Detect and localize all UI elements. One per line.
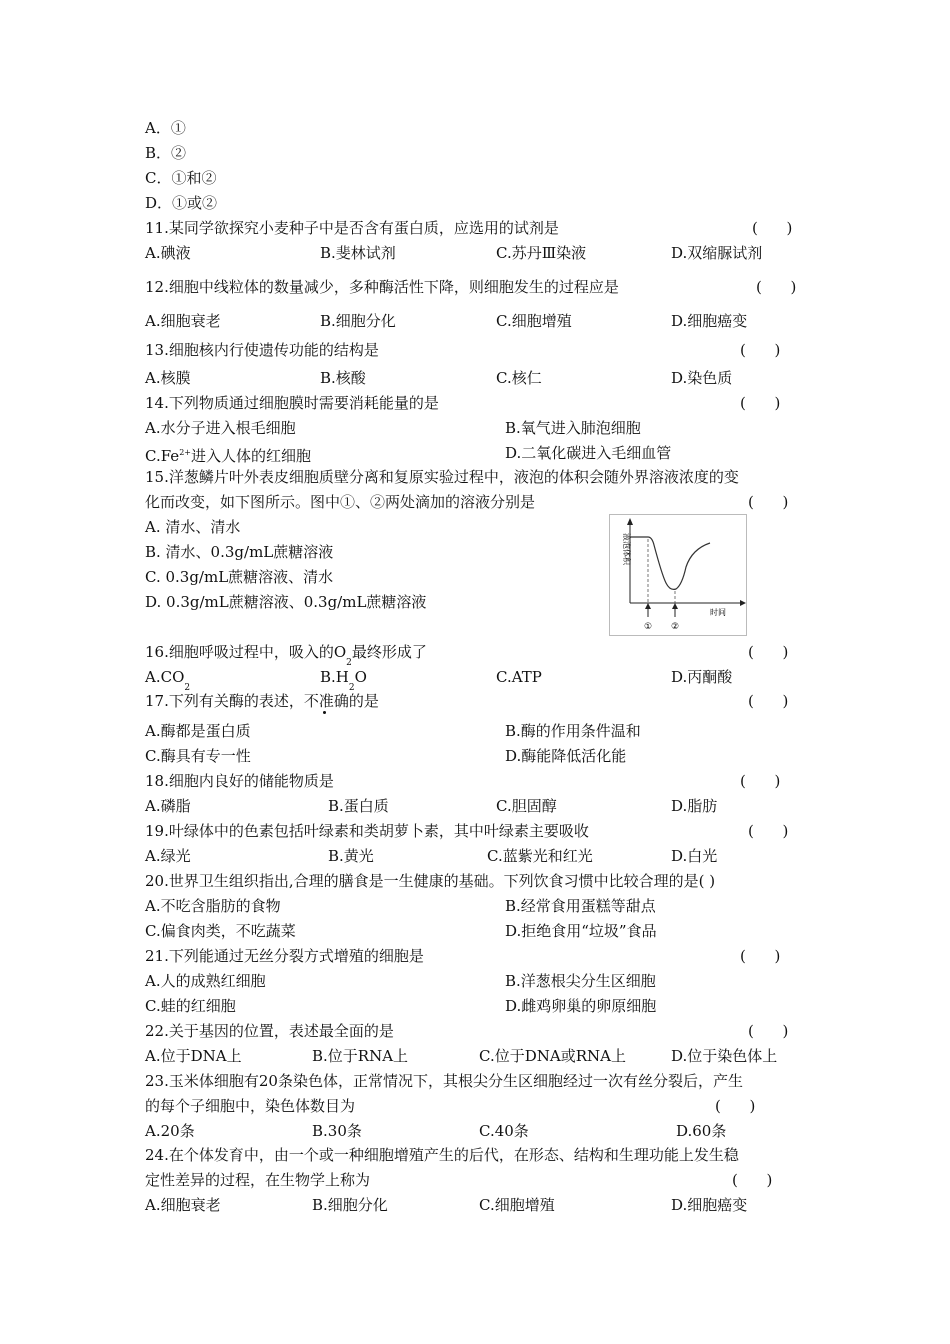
q12-option-d: D.细胞癌变 (671, 312, 748, 330)
q24-option-d: D.细胞癌变 (671, 1196, 748, 1214)
q24-option-a: A.细胞衰老 (145, 1196, 221, 1214)
q11-option-b: B.斐林试剂 (320, 244, 396, 262)
q21-answer-paren: ( ) (740, 947, 781, 965)
q24-option-b: B.细胞分化 (312, 1196, 388, 1214)
q23-option-b: B.30条 (312, 1122, 362, 1140)
q13-answer-paren: ( ) (740, 341, 781, 359)
q20-stem: 20.世界卫生组织指出,合理的膳食是一生健康的基础。下列饮食习惯中比较合理的是( ) (145, 872, 716, 890)
q21-option-b: B.洋葱根尖分生区细胞 (505, 972, 656, 990)
q14-option-c: $C.Fe^{2+}$进入人体的红细胞 (145, 447, 311, 465)
q13-option-c: C.核仁 (496, 369, 542, 387)
q19-option-d: D.白光 (671, 847, 718, 865)
q13-option-a: A.核膜 (145, 369, 191, 387)
vacuole-volume-graph (610, 515, 746, 635)
q23-option-d: D.60条 (676, 1122, 727, 1140)
y-axis-label: 液泡体积 (622, 533, 631, 565)
q17-option-a: A.酶都是蛋白质 (145, 722, 251, 740)
q10-option-c: C．①和② (145, 169, 217, 187)
q22-option-b: B.位于RNA上 (312, 1047, 409, 1065)
q19-option-b: B.黄光 (328, 847, 374, 865)
q24-answer-paren: ( ) (732, 1171, 773, 1189)
q22-option-a: A.位于DNA上 (145, 1047, 242, 1065)
q21-option-d: D.雌鸡卵巢的卵原细胞 (505, 997, 657, 1015)
q16-option-b: $B.H_2O$ (320, 668, 367, 693)
q10-option-b: B．② (145, 144, 187, 162)
q11-answer-paren: ( ) (752, 219, 793, 237)
q23-option-a: A.20条 (145, 1122, 195, 1140)
q13-stem: 13.细胞核内行使遗传功能的结构是 (145, 341, 379, 359)
x-axis-label: 时间 (710, 608, 726, 617)
q20-option-d: D.拒绝食用“垃圾”食品 (505, 922, 657, 940)
q22-option-d: D.位于染色体上 (671, 1047, 778, 1065)
q15-stem-line2: 化而改变，如下图所示。图中①、②两处滴加的溶液分别是 (145, 493, 536, 511)
q17-answer-paren: ( ) (748, 692, 789, 710)
q10-option-a: A．① (145, 119, 186, 137)
q12-answer-paren: ( ) (756, 278, 797, 296)
q17-option-c: C.酶具有专一性 (145, 747, 251, 765)
q22-option-c: C.位于DNA或RNA上 (479, 1047, 626, 1065)
q19-option-a: A.绿光 (145, 847, 191, 865)
q12-option-a: A.细胞衰老 (145, 312, 221, 330)
q17-option-b: B.酶的作用条件温和 (505, 722, 641, 740)
q22-stem: 22.关于基因的位置，表述最全面的是 (145, 1022, 394, 1040)
q23-stem-line2: 的每个子细胞中，染色体数目为 (145, 1097, 356, 1115)
q18-option-a: A.磷脂 (145, 797, 191, 815)
q20-option-c: C.偏食肉类，不吃蔬菜 (145, 922, 296, 940)
q15-option-a: A. 清水、清水 (145, 518, 241, 536)
q24-option-c: C.细胞增殖 (479, 1196, 555, 1214)
x-axis-arrow (740, 600, 746, 606)
q17-option-d: D.酶能降低活化能 (505, 747, 627, 765)
q11-option-a: A.碘液 (145, 244, 191, 262)
arrow-2-head (672, 603, 678, 609)
q24-stem-line1: 24.在个体发育中，由一个或一种细胞增殖产生的后代，在形态、结构和生理功能上发生稳 (145, 1146, 739, 1164)
q14-option-b: B.氧气进入肺泡细胞 (505, 419, 641, 437)
q20-option-b: B.经常食用蛋糕等甜点 (505, 897, 656, 915)
mark-2: ② (670, 622, 680, 632)
q15-stem-line1: 15.洋葱鳞片叶外表皮细胞质壁分离和复原实验过程中，液泡的体积会随外界溶液浓度的变 (145, 468, 739, 486)
q22-answer-paren: ( ) (748, 1022, 789, 1040)
q14-option-a: A.水分子进入根毛细胞 (145, 419, 296, 437)
q18-option-d: D.脂肪 (671, 797, 718, 815)
q16-stem: 16.细胞呼吸过程中，吸入的$O_2$最终形成了 (145, 643, 427, 668)
q12-option-b: B.细胞分化 (320, 312, 396, 330)
q14-option-d: D.二氧化碳进入毛细血管 (505, 444, 672, 462)
q16-option-d: D.丙酮酸 (671, 668, 733, 686)
q12-stem: 12.细胞中线粒体的数量减少，多种酶活性下降，则细胞发生的过程应是 (145, 278, 619, 296)
q11-option-c: C.苏丹Ⅲ染液 (496, 244, 587, 262)
q19-option-c: C.蓝紫光和红光 (487, 847, 593, 865)
q14-stem: 14.下列物质通过细胞膜时需要消耗能量的是 (145, 394, 439, 412)
y-axis-arrow (627, 518, 633, 525)
q23-option-c: C.40条 (479, 1122, 529, 1140)
q18-answer-paren: ( ) (740, 772, 781, 790)
q21-stem: 21.下列能通过无丝分裂方式增殖的细胞是 (145, 947, 424, 965)
q11-stem: 11.某同学欲探究小麦种子中是否含有蛋白质，应选用的试剂是 (145, 219, 559, 237)
arrow-1-head (645, 603, 651, 609)
q24-stem-line2: 定性差异的过程，在生物学上称为 (145, 1171, 371, 1189)
q21-option-a: A.人的成熟红细胞 (145, 972, 266, 990)
q19-answer-paren: ( ) (748, 822, 789, 840)
q18-option-c: C.胆固醇 (496, 797, 557, 815)
q15-option-b: B. 清水、0.3g/mL蔗糖溶液 (145, 543, 334, 561)
q23-answer-paren: ( ) (715, 1097, 756, 1115)
q13-option-d: D.染色质 (671, 369, 733, 387)
q20-option-a: A.不吃含脂肪的食物 (145, 897, 281, 915)
q13-option-b: B.核酸 (320, 369, 366, 387)
volume-curve (630, 537, 710, 589)
q14-answer-paren: ( ) (740, 394, 781, 412)
mark-1: ① (643, 622, 653, 632)
emphasis-dot (323, 711, 326, 714)
q19-stem: 19.叶绿体中的色素包括叶绿素和类胡萝卜素，其中叶绿素主要吸收 (145, 822, 589, 840)
q10-option-d: D．①或② (145, 194, 218, 212)
q18-option-b: B.蛋白质 (328, 797, 389, 815)
q15-option-c: C. 0.3g/mL蔗糖溶液、清水 (145, 568, 334, 586)
vacuole-volume-figure (609, 514, 747, 636)
q17-stem: 17.下列有关酶的表述，不准确的是 (145, 692, 379, 710)
q15-option-d: D. 0.3g/mL蔗糖溶液、0.3g/mL蔗糖溶液 (145, 593, 427, 611)
q11-option-d: D.双缩脲试剂 (671, 244, 763, 262)
q18-stem: 18.细胞内良好的储能物质是 (145, 772, 334, 790)
q16-answer-paren: ( ) (748, 643, 789, 661)
q16-option-c: C.ATP (496, 668, 542, 686)
q15-answer-paren: ( ) (748, 493, 789, 511)
q16-option-a: $A.CO_2$ (145, 668, 191, 693)
q12-option-c: C.细胞增殖 (496, 312, 572, 330)
q21-option-c: C.蛙的红细胞 (145, 997, 236, 1015)
q23-stem-line1: 23.玉米体细胞有20条染色体，正常情况下，其根尖分生区细胞经过一次有丝分裂后，产生 (145, 1072, 743, 1090)
